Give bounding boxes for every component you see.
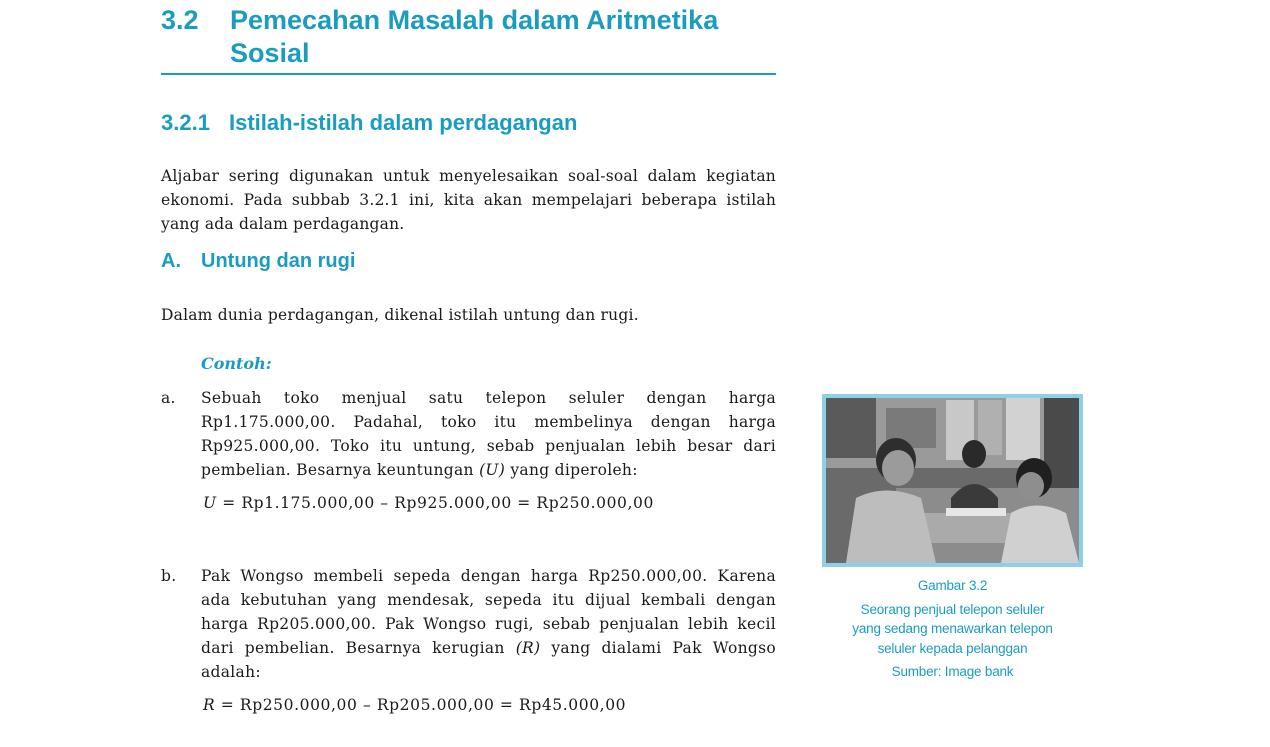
figure-photo bbox=[822, 394, 1083, 567]
heading-a-title: Untung dan rugi bbox=[201, 250, 356, 272]
example-a-formula bbox=[203, 494, 654, 512]
figure-source: Sumber: Image bank bbox=[891, 664, 1014, 679]
section-title-text: Pemecahan Masalah dalam Aritmetika Sosial bbox=[230, 5, 719, 68]
example-b-formula bbox=[203, 696, 626, 714]
caption-line-1: Seorang penjual telepon seluler bbox=[860, 601, 1045, 617]
figure-label: Gambar 3.2 bbox=[917, 578, 988, 593]
figure-caption bbox=[822, 576, 1083, 682]
title-divider bbox=[161, 73, 776, 75]
caption-line-3: seluler kepada pelanggan bbox=[877, 640, 1028, 656]
paragraph-untung-rugi: Dalam dunia perdagangan, dikenal istilah untung dan rugi. bbox=[161, 306, 639, 324]
caption-line-2: yang sedang menawarkan telepon bbox=[852, 621, 1053, 636]
formula-a-variable: U bbox=[203, 494, 217, 512]
subsection-title bbox=[161, 110, 577, 136]
example-b-label: b. bbox=[161, 567, 177, 585]
example-heading: Contoh: bbox=[201, 354, 272, 373]
example-a-variable: (U) bbox=[479, 461, 506, 479]
formula-b-expression: = Rp250.000,00 – Rp205.000,00 = Rp45.000,00 bbox=[215, 696, 627, 714]
example-a bbox=[161, 386, 776, 482]
example-a-text bbox=[201, 386, 776, 482]
example-b bbox=[161, 564, 776, 684]
example-a-text-end: yang diperoleh: bbox=[505, 461, 638, 479]
formula-b-variable: R bbox=[203, 696, 216, 714]
formula-a-expression: = Rp1.175.000,00 – Rp925.000,00 = Rp250.000,00 bbox=[216, 494, 654, 512]
example-b-text-end: yang dialami Pak Wongso adalah: bbox=[201, 639, 776, 681]
example-b-text-start: Pak Wongso membeli sepeda dengan harga Rp250.000,00. Karena ada kebutuhan yang mendesak, sepeda itu dijual kembali dengan harga Rp205.000,00. Pak Wongso rugi, sebab penjualan lebih kecil dari pembelian. Besarnya kerugian bbox=[201, 567, 776, 657]
heading-a-letter: A. bbox=[161, 250, 181, 272]
photo-illustration bbox=[826, 398, 1079, 563]
subsection-number: 3.2.1 bbox=[161, 110, 210, 135]
example-a-label: a. bbox=[161, 389, 176, 407]
example-b-text bbox=[201, 564, 776, 684]
heading-untung-rugi bbox=[161, 250, 355, 273]
subsection-title-text: Istilah-istilah dalam perdagangan bbox=[229, 110, 578, 135]
example-a-text-start: Sebuah toko menjual satu telepon seluler dengan harga Rp1.175.000,00. Padahal, toko itu membelinya dengan harga Rp925.000,00. Toko itu untung, sebab penjualan lebih besar dari pembelian. Besarnya keuntungan bbox=[201, 389, 776, 479]
section-title bbox=[161, 4, 776, 70]
section-number: 3.2 bbox=[161, 5, 199, 35]
intro-paragraph: Aljabar sering digunakan untuk menyelesaikan soal-soal dalam kegiatan ekonomi. Pada subbab 3.2.1 ini, kita akan mempelajari beberapa istilah yang ada dalam perdagangan. bbox=[161, 167, 776, 233]
example-b-variable: (R) bbox=[515, 639, 541, 657]
